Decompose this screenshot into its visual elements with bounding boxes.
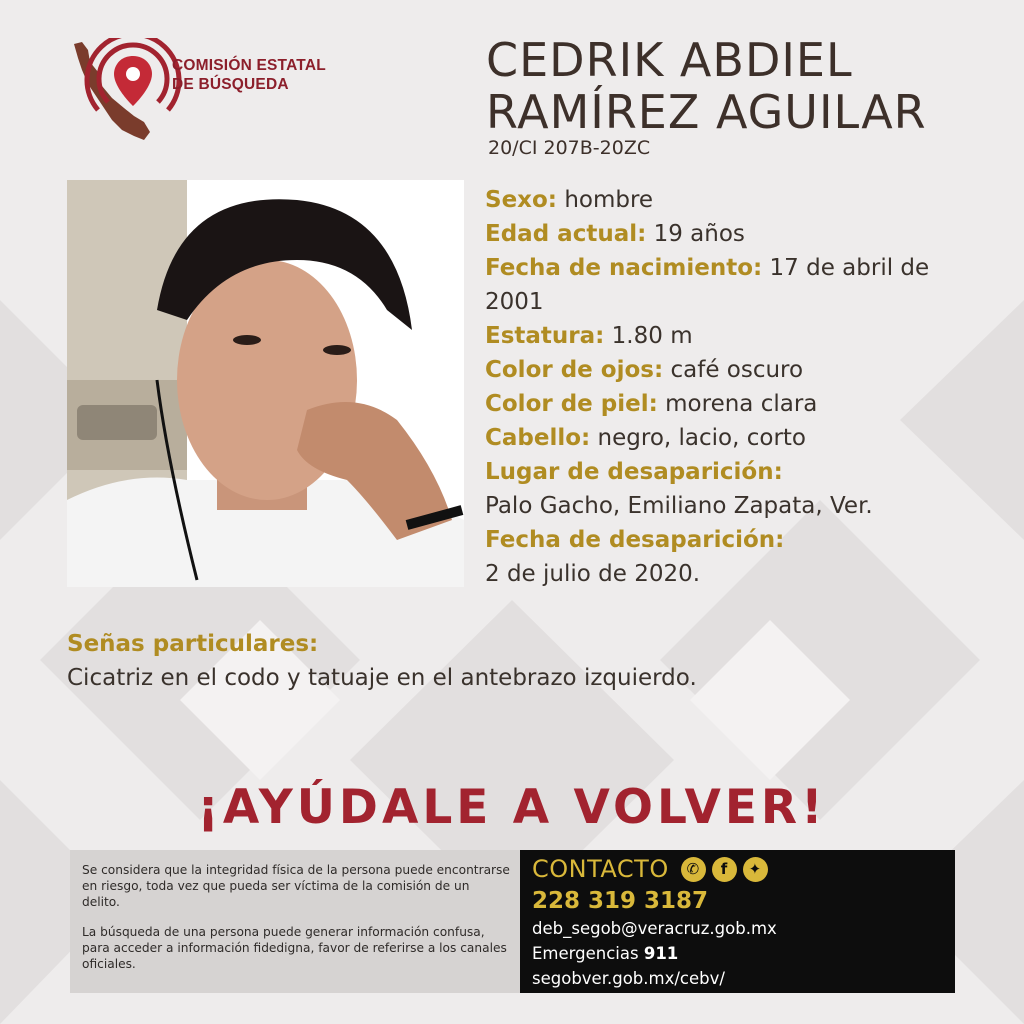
slogan: ¡AYÚDALE A VOLVER! <box>197 780 827 835</box>
detail-fecha-label <box>485 523 985 557</box>
org-line2: DE BÚSQUEDA <box>172 76 289 93</box>
value-edad: 19 años <box>653 221 745 247</box>
facebook-icon: f <box>712 857 737 882</box>
emergencias-label: Emergencias <box>532 944 639 963</box>
person-photo <box>67 180 464 587</box>
label-piel: Color de piel: <box>485 391 658 417</box>
contact-emergencias <box>532 941 955 966</box>
detail-ojos <box>485 353 985 387</box>
label-fecha: Fecha de desaparición: <box>485 527 785 553</box>
detail-cabello <box>485 421 985 455</box>
contact-website[interactable]: segobver.gob.mx/cebv/ <box>532 969 725 988</box>
label-estatura: Estatura: <box>485 323 605 349</box>
detail-edad <box>485 217 985 251</box>
value-sexo: hombre <box>564 187 654 213</box>
label-sexo: Sexo: <box>485 187 557 213</box>
missing-person-name <box>486 34 1006 138</box>
contact-email[interactable]: deb_segob@veracruz.gob.mx <box>532 919 777 938</box>
disclaimer-p1: Se considera que la integridad física de la persona puede encontrarse en riesgo, toda vez que pueda ser víctima de la comisión de un delito. <box>82 863 510 909</box>
senas-label: Señas particulares: <box>67 631 319 657</box>
value-estatura: 1.80 m <box>611 323 693 349</box>
label-nacimiento: Fecha de nacimiento: <box>485 255 763 281</box>
label-ojos: Color de ojos: <box>485 357 664 383</box>
detail-sexo <box>485 183 985 217</box>
twitter-icon: ✦ <box>743 857 768 882</box>
name-line1: CEDRIK ABDIEL <box>486 33 853 87</box>
detail-fecha-value: 2 de julio de 2020. <box>485 561 701 587</box>
org-name <box>172 56 326 94</box>
contact-title: CONTACTO <box>532 855 669 883</box>
detail-lugar-label <box>485 455 985 489</box>
label-lugar: Lugar de desaparición: <box>485 459 783 485</box>
disclaimer-p2: La búsqueda de una persona puede generar información confusa, para acceder a información fidedigna, favor de referirse a los canales oficiales. <box>82 925 507 971</box>
phone-icon: ✆ <box>681 857 706 882</box>
label-edad: Edad actual: <box>485 221 647 247</box>
detail-nacimiento <box>485 251 985 319</box>
emergencias-number[interactable]: 911 <box>643 944 679 963</box>
detail-piel <box>485 387 985 421</box>
value-ojos: café oscuro <box>670 357 804 383</box>
senas-text: Cicatriz en el codo y tatuaje en el antebrazo izquierdo. <box>67 665 697 691</box>
name-line2: RAMÍREZ AGUILAR <box>486 85 927 139</box>
detail-lugar-value: Palo Gacho, Emiliano Zapata, Ver. <box>485 493 873 519</box>
person-details <box>485 183 985 591</box>
disclaimer-box <box>70 850 520 993</box>
distinguishing-marks <box>67 627 697 695</box>
label-cabello: Cabello: <box>485 425 591 451</box>
value-nacimiento: 17 de abril de 2001 <box>485 255 930 315</box>
detail-estatura <box>485 319 985 353</box>
case-id: 20/CI 207B-20ZC <box>488 137 651 159</box>
contact-header <box>532 852 955 886</box>
contact-box <box>520 850 955 993</box>
org-line1: COMISIÓN ESTATAL <box>172 57 326 74</box>
value-cabello: negro, lacio, corto <box>597 425 806 451</box>
contact-phone[interactable]: 228 319 3187 <box>532 888 709 914</box>
value-piel: morena clara <box>665 391 818 417</box>
